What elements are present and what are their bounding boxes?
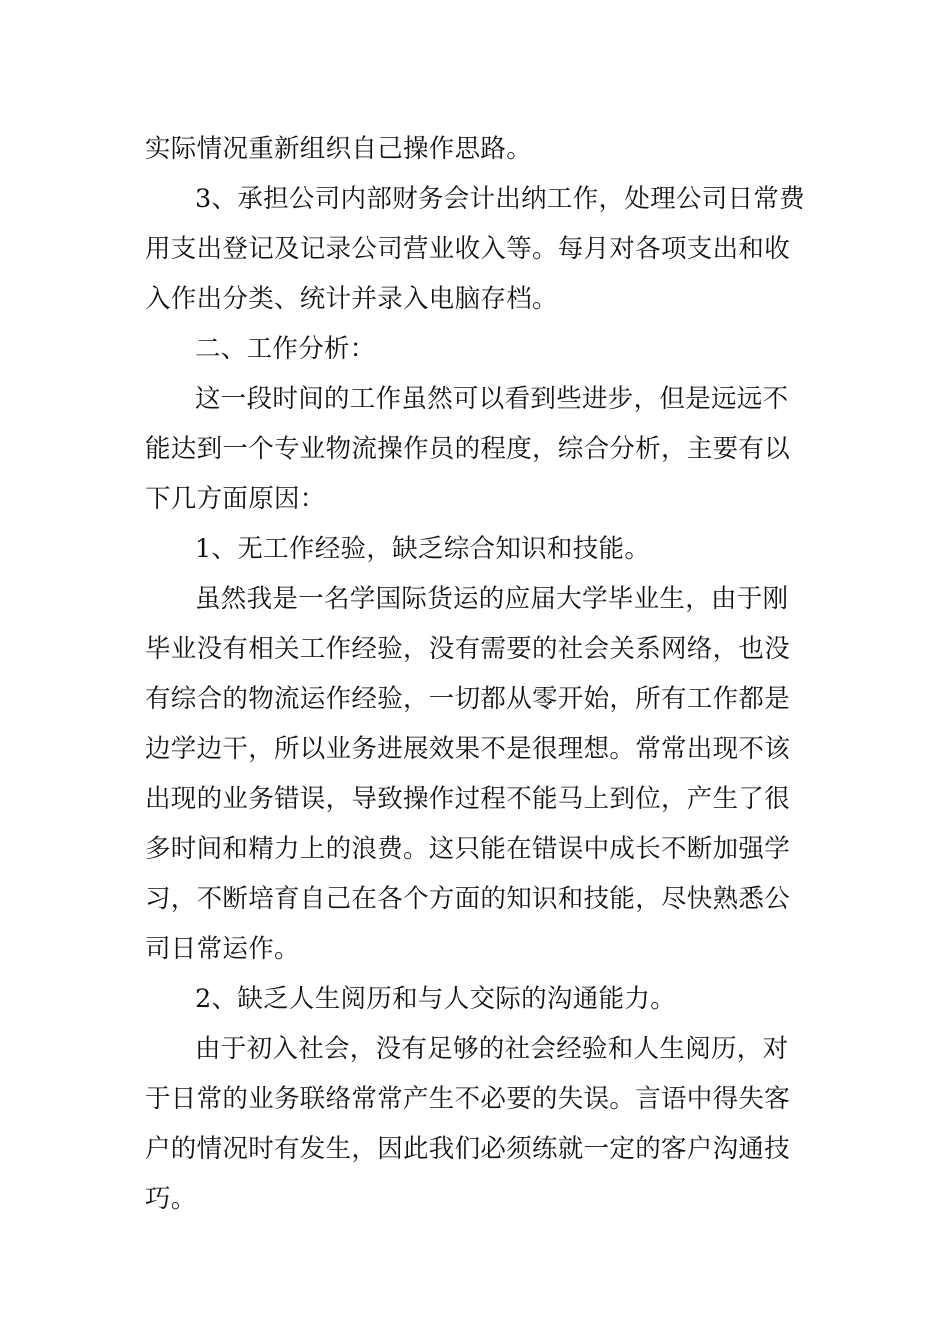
text-line: 这一段时间的工作虽然可以看到些进步，但是远远不 bbox=[195, 384, 789, 414]
text-line: 虽然我是一名学国际货运的应届大学毕业生，由于刚 bbox=[195, 584, 789, 614]
text-line: 出现的业务错误，导致操作过程不能马上到位，产生了很 bbox=[145, 784, 791, 814]
text-line: 边学边干，所以业务进展效果不是很理想。常常出现不该 bbox=[145, 734, 791, 764]
list-item-heading: 2、缺乏人生阅历和与人交际的沟通能力。 bbox=[195, 984, 676, 1014]
text-line: 下几方面原因： bbox=[145, 484, 326, 514]
text-line: 有综合的物流运作经验，一切都从零开始，所有工作都是 bbox=[145, 684, 791, 714]
text-line: 用支出登记及记录公司营业收入等。每月对各项支出和收 bbox=[145, 234, 791, 264]
text-line: 巧。 bbox=[145, 1184, 197, 1214]
text-line: 入作出分类、统计并录入电脑存档。 bbox=[145, 284, 558, 314]
text-line: 司日常运作。 bbox=[145, 934, 300, 964]
text-line: 由于初入社会，没有足够的社会经验和人生阅历，对 bbox=[195, 1034, 789, 1064]
text-line: 习，不断培育自己在各个方面的知识和技能，尽快熟悉公 bbox=[145, 884, 791, 914]
list-item-heading: 1、无工作经验，缺乏综合知识和技能。 bbox=[195, 534, 651, 564]
text-line: 户的情况时有发生，因此我们必须练就一定的客户沟通技 bbox=[145, 1134, 791, 1164]
text-line: 毕业没有相关工作经验，没有需要的社会关系网络，也没 bbox=[145, 634, 791, 664]
text-line: 于日常的业务联络常常产生不必要的失误。言语中得失客 bbox=[145, 1084, 791, 1114]
text-line: 能达到一个专业物流操作员的程度，综合分析，主要有以 bbox=[145, 434, 791, 464]
text-line: 多时间和精力上的浪费。这只能在错误中成长不断加强学 bbox=[145, 834, 791, 864]
text-line: 3、承担公司内部财务会计出纳工作，处理公司日常费 bbox=[195, 184, 805, 214]
section-heading: 二、工作分析： bbox=[195, 334, 376, 364]
text-line: 实际情况重新组织自己操作思路。 bbox=[145, 134, 533, 164]
